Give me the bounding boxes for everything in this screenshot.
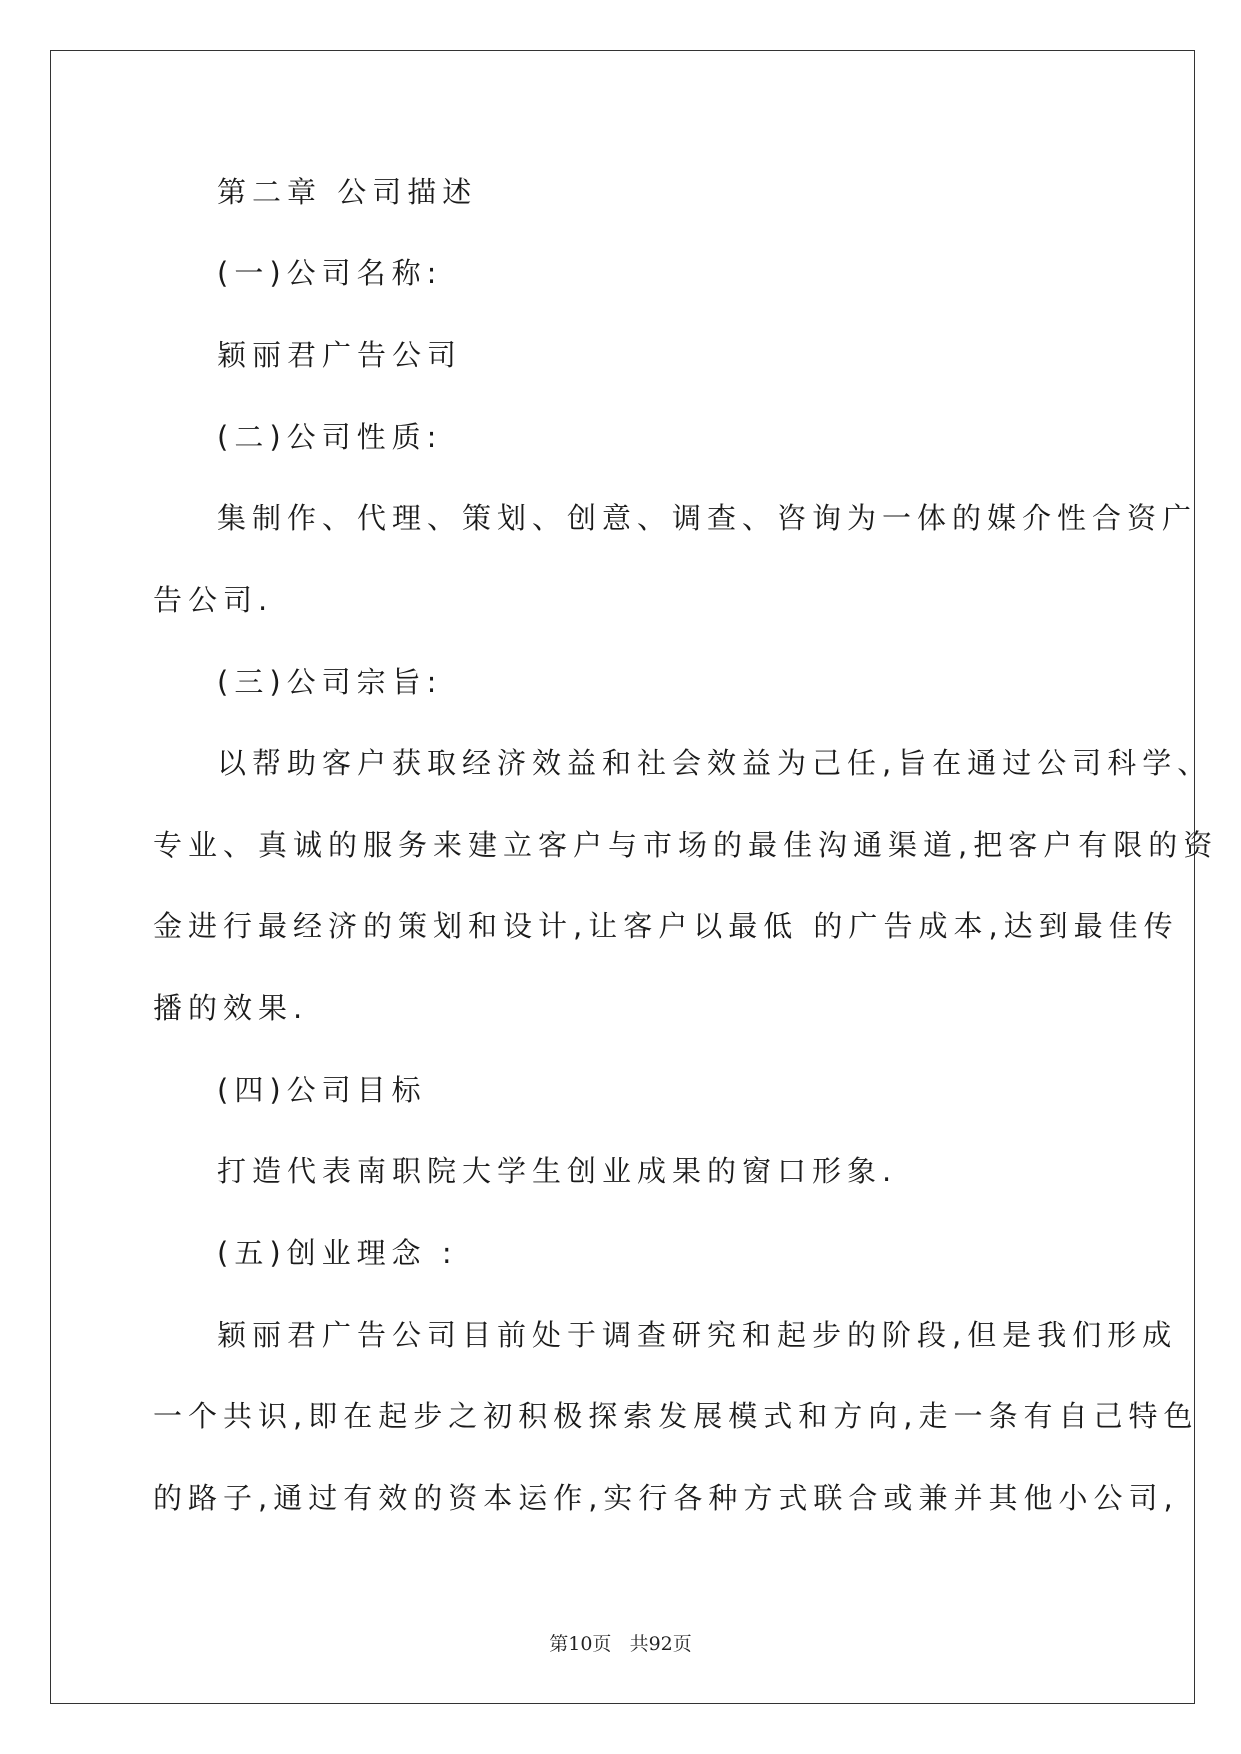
page-number: 第10页 bbox=[549, 1633, 612, 1655]
paragraph-line: 金进行最经济的策划和设计,让客户以最低 的广告成本,达到最佳传 bbox=[153, 909, 1179, 943]
paragraph-line: 以帮助客户获取经济效益和社会效益为己任,旨在通过公司科学、 bbox=[217, 746, 1213, 780]
section-heading-2: (二)公司性质: bbox=[217, 420, 443, 454]
paragraph-line: 告公司. bbox=[153, 583, 274, 617]
section-heading-4: (四)公司目标 bbox=[217, 1073, 427, 1107]
page-total: 共92页 bbox=[629, 1633, 692, 1655]
section-heading-1: (一)公司名称: bbox=[217, 256, 443, 290]
page-border bbox=[50, 50, 1198, 1704]
paragraph-line: 一个共识,即在起步之初积极探索发展模式和方向,走一条有自己特色 bbox=[153, 1399, 1199, 1433]
paragraph-line: 播的效果. bbox=[153, 991, 309, 1025]
paragraph-line: 的路子,通过有效的资本运作,实行各种方式联合或兼并其他小公司, bbox=[153, 1481, 1179, 1515]
section-heading-3: (三)公司宗旨: bbox=[217, 665, 443, 699]
paragraph-line: 颖丽君广告公司 bbox=[217, 338, 463, 372]
page-footer bbox=[0, 1632, 1241, 1656]
chapter-heading: 第二章 公司描述 bbox=[217, 175, 478, 209]
paragraph-line: 集制作、代理、策划、创意、调查、咨询为一体的媒介性合资广 bbox=[217, 501, 1198, 535]
paragraph-line: 打造代表南职院大学生创业成果的窗口形象. bbox=[217, 1154, 898, 1188]
section-heading-5: (五)创业理念 : bbox=[217, 1236, 458, 1270]
paragraph-line: 颖丽君广告公司目前处于调查研究和起步的阶段,但是我们形成 bbox=[217, 1318, 1178, 1352]
paragraph-line: 专业、真诚的服务来建立客户与市场的最佳沟通渠道,把客户有限的资 bbox=[153, 828, 1219, 862]
